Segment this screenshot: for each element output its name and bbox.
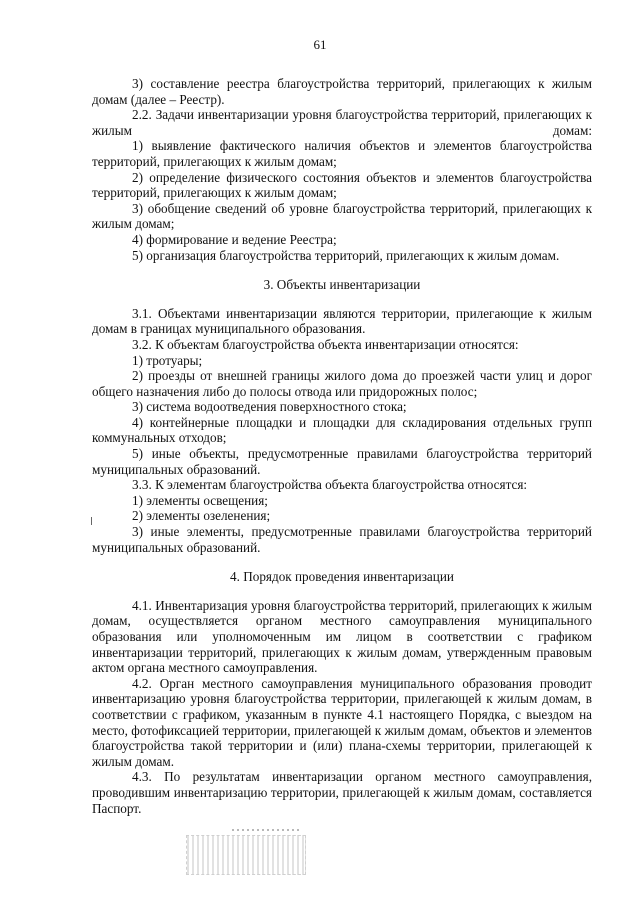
paragraph: 5) иные объекты, предусмотренные правилами благоустройства территорий муниципальных образований. [92, 446, 592, 477]
paragraph: 3.3. К элементам благоустройства объекта благоустройства относятся: [132, 477, 528, 493]
paragraph: 2.2. Задачи инвентаризации уровня благоустройства территорий, прилегающих к жилым домам: [92, 107, 592, 138]
paragraph: 4.3. По результатам инвентаризации органом местного самоуправления, проводившим инвентаризацию территории, прилегающей к жилым домам, составляется Паспорт. [92, 769, 592, 816]
dotted-mark [232, 829, 302, 831]
paragraph: 2) элементы озеленения; [132, 508, 271, 524]
faded-stamp [186, 835, 306, 875]
paragraph: 3) обобщение сведений об уровне благоустройства территорий, прилегающих к жилым домам; [92, 200, 592, 232]
paragraph: 4) формирование и ведение Реестра; [132, 231, 337, 247]
paragraph: 1) элементы освещения; [132, 492, 268, 508]
margin-mark [91, 517, 92, 525]
paragraph: 3) иные элементы, предусмотренные правилами благоустройства территорий муниципальных образований. [92, 524, 592, 555]
paragraph: 4.2. Орган местного самоуправления муниципального образования проводит инвентаризацию уровня благоустройства территории, прилегающей к жилым домам, в соответствии с графиком, указанным в пункте 4.1 настоящего Порядка, с выездом на место, фотофиксацией территории, прилегающей к жилым домам, объектов и элементов благоустройства такой территории и (или) плана-схемы территории, прилегающей к жилым домам. [92, 675, 592, 769]
paragraph: 4) контейнерные площадки и площадки для складирования отдельных групп коммунальных отходов; [92, 414, 592, 446]
paragraph: 3.2. К объектам благоустройства объекта инвентаризации относятся: [132, 336, 519, 352]
paragraph: 4.1. Инвентаризация уровня благоустройства территорий, прилегающих к жилым домам, осуществляется органом местного самоуправления муниципального образования или уполномоченным им лицом в соответствии с графиком инвентаризации территорий, прилегающих к жилым домам, утвержденным правовым актом органа местного самоуправления. [92, 597, 592, 676]
page-number: 61 [313, 37, 327, 52]
section-heading-4: 4. Порядок проведения инвентаризации [230, 569, 454, 585]
document-body [92, 76, 592, 816]
paragraph: 3) система водоотведения поверхностного стока; [132, 399, 407, 415]
paragraph: 3.1. Объектами инвентаризации являются территории, прилегающие к жилым домам в границах муниципального образования. [92, 305, 592, 337]
paragraph: 2) определение физического состояния объектов и элементов благоустройства территорий, прилегающих к жилым домам; [92, 169, 592, 201]
section-3 [92, 306, 592, 556]
section-2-continuation [92, 76, 592, 263]
section-heading-3: 3. Объекты инвентаризации [263, 277, 421, 293]
section-4 [92, 598, 592, 816]
paragraph: 1) выявление фактического наличия объектов и элементов благоустройства территорий, прилегающих к жилым домам; [92, 138, 592, 169]
paragraph: 1) тротуары; [132, 352, 203, 368]
paragraph: 5) организация благоустройства территорий, прилегающих к жилым домам. [132, 247, 560, 263]
paragraph: 3) составление реестра благоустройства территорий, прилегающих к жилым домам (далее – Реестр). [92, 76, 592, 107]
paragraph: 2) проезды от внешней границы жилого дома до проезжей части улиц и дорог общего назначения либо до полосы отвода или придорожных полос; [92, 368, 592, 399]
